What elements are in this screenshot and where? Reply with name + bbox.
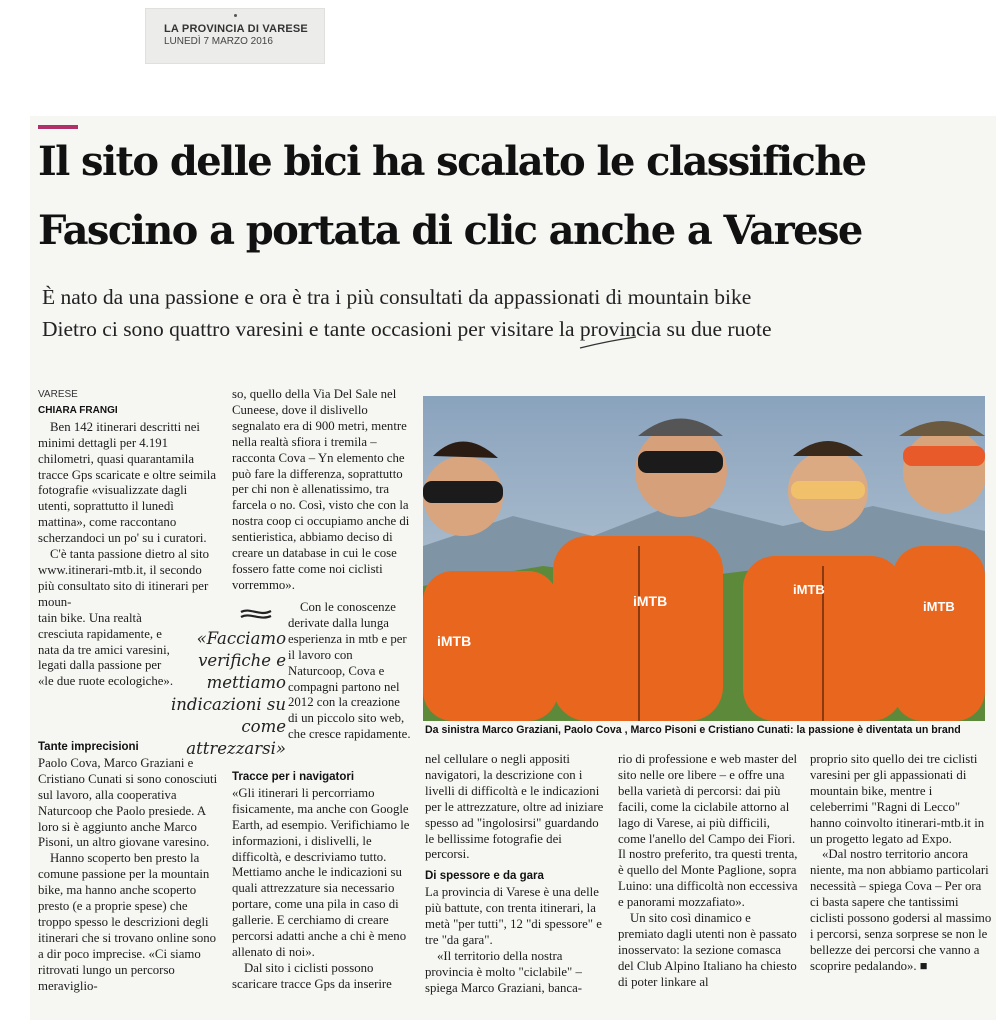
headline-line-1: Il sito delle bici ha scalato le classifiche <box>38 138 866 185</box>
paragraph: Con le conoscenze derivate dalla lunga esperienza in mtb e per il lavoro con Naturcoop, Cova e compagni partono nel 2012 con la creazione di un piccolo sito web, che cresce rapidamente. <box>288 600 411 742</box>
column-1-bottom <box>38 738 218 995</box>
headline-line-2: Fascino a portata di clic anche a Varese <box>38 207 862 254</box>
paragraph: proprio sito quello dei tre ciclisti varesini per gli appassionati di mountain bike, mentre i celeberrimi "Ragni di Lecco" hanno coinvolto itinerari-mtb.it in un progetto legato ad Expo. <box>810 752 985 846</box>
paragraph: Dal sito i ciclisti possono scaricare tracce Gps da inserire <box>232 960 392 991</box>
header-dot <box>234 14 237 17</box>
column-4 <box>618 752 798 991</box>
subheading: Tracce per i navigatori <box>232 771 355 783</box>
subheading: Tante imprecisioni <box>38 741 139 753</box>
paragraph: «Il territorio della nostra provincia è molto "ciclabile" – spiega Marco Graziani, banca- <box>425 948 583 995</box>
paragraph: nel cellulare o negli appositi navigatori, la descrizione con i livelli di difficoltà e le indicazioni per le attrezzature, oltre ad iniziare spesso ad "ingolosirsi" guardando le bellissime fotografie dei percorsi. <box>425 752 604 862</box>
pull-quote: «Facciamo verifiche e mettiamo indicazioni su come attrezzarsi» <box>171 629 286 758</box>
accent-bar <box>38 125 78 129</box>
paragraph: rio di professione e web master del sito nelle ore libere – e offre una bella varietà di percorsi: dai più facili, come la ciclabile attorno al lago di Varese, ai più difficili, come l'anello del Campo dei Fiori. Il nostro preferito, tra questi trenta, è quello del Monte Paglione, sopra Luino: una difficoltà non eccessiva e panorami mozzafiato». <box>618 752 798 910</box>
paragraph: Hanno scoperto ben presto la comune passione per la mountain bike, ma hanno anche scoperto presto (e a proprie spese) che troppo spesso le descrizioni degli itinerari che si trovano online sono a dir poco imprecise. «Ci siamo ritrovati lungo un percorso meraviglio- <box>38 851 217 993</box>
publication-name: LA PROVINCIA DI VARESE <box>164 23 308 35</box>
quote-ornament-icon <box>238 607 274 621</box>
paragraph: tain bike. Una realtà cresciuta rapidamente, e nata da tre amici varesini, legati dalla passione per «le due ruote ecologiche». <box>38 610 174 689</box>
column-2-bottom <box>232 768 410 993</box>
deck-line-2: Dietro ci sono quattro varesini e tante occasioni per visitare la provincia su due ruote <box>42 317 772 341</box>
paragraph: «Gli itinerari li percorriamo fisicamente, ma anche con Google Earth, ad esempio. Verifichiamo le informazioni, i dislivelli, le difficoltà, e descriviamo tutto. Mettiamo anche le indicazioni su quali attrezzature sia necessario portare, come una pila in caso di gallerie. E cerchiamo di creare percorsi adatti anche a chi è meno allenato di noi». <box>232 785 410 959</box>
subheading: Di spessore e da gara <box>425 870 544 883</box>
paragraph: C'è tanta passione dietro al sito www.itinerari-mtb.it, il secondo più consultato sito di itinerari per moun- <box>38 547 210 609</box>
kicker: VARESE <box>38 389 78 400</box>
cyclists-photo <box>423 396 985 721</box>
paragraph: La provincia di Varese è una delle più battute, con trenta itinerari, la metà "per tutti", 12 "di spessore" e tre "da gara". <box>425 885 602 947</box>
publication-header <box>145 8 325 64</box>
column-5 <box>810 752 992 975</box>
jersey-logo: iMTB <box>633 593 668 609</box>
column-2-middle <box>288 600 412 743</box>
deck-line-1: È nato da una passione e ora è tra i più consultati da appassionati di mountain bike <box>42 285 752 309</box>
photo-illustration <box>423 396 985 721</box>
paragraph: «Dal nostro territorio ancora niente, ma non abbiamo particolari necessità – spiega Cova – Per ora ci basta sapere che tantissimi ciclisti possono godersi al massimo i percorsi, senza sorprese se non le bellezze dei percorsi che vanno a scoprire pedalando». ■ <box>810 847 992 973</box>
jersey-logo: iMTB <box>923 599 955 614</box>
paragraph: Paolo Cova, Marco Graziani e Cristiano Cunati si sono conosciuti sul lavoro, alla cooperativa Naturcoop che Paolo presiede. A loro si è aggiunto anche Marco Pisoni, un altro giovane varesino. <box>38 755 218 850</box>
byline: CHIARA FRANGI <box>38 404 118 416</box>
column-2 <box>232 387 410 594</box>
paragraph: Un sito così dinamico e premiato dagli utenti non è passato inosservato: la sezione comasca del Club Alpino Italiano ha chiesto di poter linkare al <box>618 911 797 989</box>
paragraph: Ben 142 itinerari descritti nei minimi dettagli per 4.191 chilometri, quasi quarantamila tracce Gps scaricate e oltre seimila fotografie «visualizzate dagli utenti, soprattutto il lunedì mattina», come raccontano scherzandoci un po' su i curatori. <box>38 419 216 546</box>
photo-caption: Da sinistra Marco Graziani, Paolo Cova , Marco Pisoni e Cristiano Cunati: la passione è diventata un brand <box>425 724 961 736</box>
paragraph: so, quello della Via Del Sale nel Cuneese, dove il dislivello segnalato era di 900 metri, mentre nella realtà sfiora i tremila – racconta Cova – Yn elemento che può fare la differenza, soprattutto per chi non è allenatissimo, tra farcela o no. Così, visto che con la nostra coop ci occupiamo anche di sentieristica, abbiamo deciso di creare un database in cui le cose fossero fatte come noi ciclisti vorremmo». <box>232 387 410 592</box>
jersey-logo: iMTB <box>793 582 825 597</box>
publication-date: LUNEDÌ 7 MARZO 2016 <box>164 36 273 47</box>
jersey-logo: iMTB <box>437 633 472 649</box>
pen-stroke-mark <box>578 336 638 350</box>
column-3 <box>425 752 605 997</box>
